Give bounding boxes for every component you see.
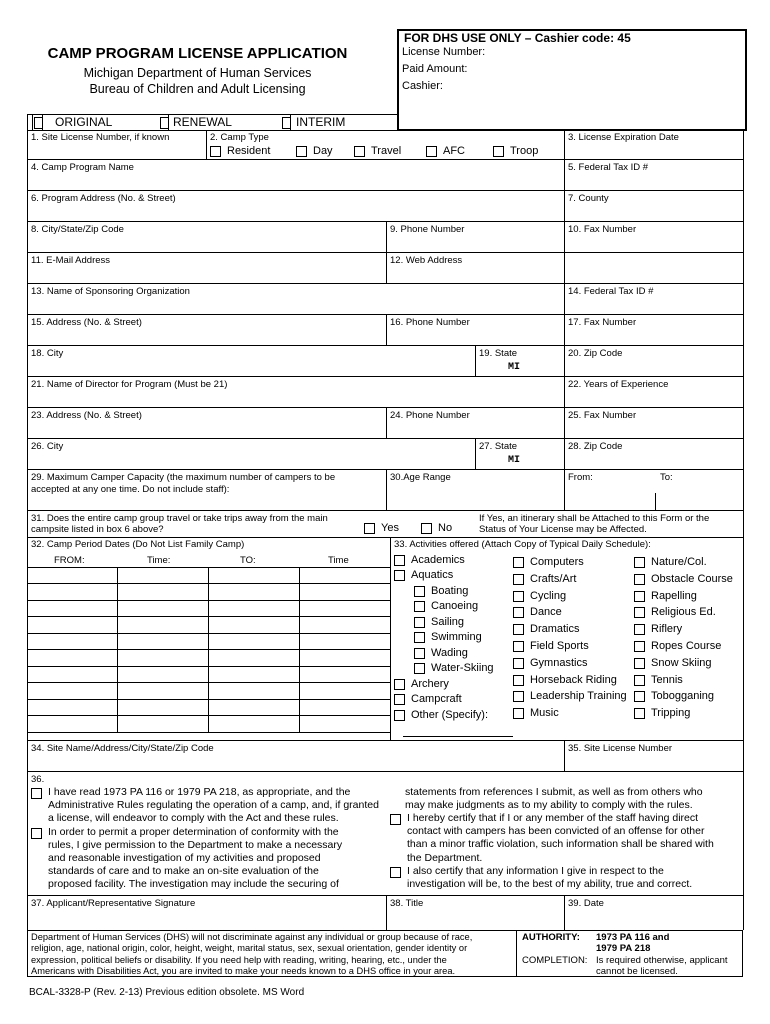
activity-canoeing[interactable] <box>414 600 478 613</box>
checkbox[interactable] <box>394 555 405 566</box>
authority-label: AUTHORITY: <box>522 932 580 943</box>
field-21-label: 21. Name of Director for Program (Must be 21) <box>31 379 228 390</box>
activity-campcraft[interactable] <box>394 693 462 706</box>
checkbox[interactable] <box>513 624 524 635</box>
option-label: Obstacle Course <box>651 573 733 585</box>
checkbox[interactable] <box>634 624 645 635</box>
field-2-label: 2. Camp Type <box>210 132 269 143</box>
field-13-label: 13. Name of Sponsoring Organization <box>31 286 190 297</box>
option-label: Swimming <box>431 631 482 643</box>
field-8-label: 8. City/State/Zip Code <box>31 224 124 235</box>
activity-leadership-training[interactable] <box>513 690 627 703</box>
option-label: Water-Skiing <box>431 662 494 674</box>
field-5-label: 5. Federal Tax ID # <box>568 162 649 173</box>
field-36-label: 36. <box>31 774 45 785</box>
activity-music[interactable] <box>513 707 559 720</box>
option-label: Nature/Col. <box>651 556 707 568</box>
option-label: Cycling <box>530 590 567 602</box>
checkbox[interactable] <box>513 607 524 618</box>
checkbox[interactable] <box>426 146 437 157</box>
field-1-label: 1. Site License Number, if known <box>31 132 170 143</box>
field-11-label: 11. E-Mail Address <box>31 255 111 266</box>
option-label: Yes <box>381 522 399 534</box>
checkbox[interactable] <box>513 641 524 652</box>
field-30-from: From: <box>568 472 593 483</box>
checkbox[interactable] <box>210 146 221 157</box>
other-specify-line[interactable] <box>403 736 513 737</box>
option-label: Field Sports <box>530 640 589 652</box>
statement-line: statements from references I submit, as well as from others who <box>405 786 703 798</box>
statement-4-checkbox[interactable] <box>390 867 401 878</box>
option-label: Computers <box>530 556 584 568</box>
nondiscrimination-statement <box>31 932 515 977</box>
field-10-label: 10. Fax Number <box>568 224 637 235</box>
option-label: Resident <box>227 145 271 157</box>
activity-field-sports[interactable] <box>513 640 589 653</box>
activity-archery[interactable] <box>394 678 449 691</box>
camp-type-troop[interactable] <box>493 145 538 158</box>
field-37-label: 37. Applicant/Representative Signature <box>31 898 196 909</box>
option-label: Academics <box>411 554 465 566</box>
completion-value-2: cannot be licensed. <box>596 966 678 977</box>
field-19-label: 19. State <box>479 348 518 359</box>
checkbox[interactable] <box>634 691 645 702</box>
paid-amount-label: Paid Amount: <box>402 63 468 75</box>
checkbox[interactable] <box>421 523 432 534</box>
camp-type-resident[interactable] <box>210 145 270 158</box>
option-label: Tripping <box>651 707 691 719</box>
statement-line: may make judgments as to my ability to comply with the rules. <box>405 799 693 812</box>
checkbox[interactable] <box>414 663 425 674</box>
field-31-note-line1: If Yes, an itinerary shall be Attached to this Form or the <box>479 513 710 524</box>
field-31-label-line1: 31. Does the entire camp group travel or take trips away from the main <box>31 513 328 524</box>
activity-tobogganing[interactable] <box>634 690 714 703</box>
activity-religious-ed[interactable] <box>634 606 716 619</box>
option-label: Religious Ed. <box>651 606 716 618</box>
option-label: No <box>438 522 453 534</box>
field-32-label: 32. Camp Period Dates (Do Not List Family Camp) <box>31 539 245 550</box>
activity-obstacle-course[interactable] <box>634 573 733 586</box>
cashier-label: Cashier: <box>402 80 443 92</box>
nondiscrimination-line: Department of Human Services (DHS) will not discriminate against any individual or group because of race, <box>31 932 473 942</box>
activity-computers[interactable] <box>513 556 584 569</box>
statement-line: investigation will be, to the best of my ability, true and correct. <box>407 878 693 891</box>
field-31-yes[interactable] <box>364 522 399 535</box>
checkbox[interactable] <box>634 557 645 568</box>
field-32-to: TO: <box>240 555 256 566</box>
checkbox-renewal[interactable] <box>160 117 169 129</box>
authority-value-2: 1979 PA 218 <box>596 943 651 954</box>
field-31-no[interactable] <box>421 522 452 535</box>
statement-line: and reasonable investigation of my activities and proposed <box>48 852 321 865</box>
activity-dance[interactable] <box>513 606 562 619</box>
checkbox[interactable] <box>414 632 425 643</box>
field-30-to: To: <box>660 472 673 483</box>
checkbox[interactable] <box>634 607 645 618</box>
field-32-time2: Time <box>328 555 349 566</box>
activity-cycling[interactable] <box>513 590 566 603</box>
field-38-label: 38. Title <box>390 898 424 909</box>
activity-tennis[interactable] <box>634 674 683 687</box>
statement-3-checkbox[interactable] <box>390 814 401 825</box>
completion-value-1: Is required otherwise, applicant <box>596 955 728 966</box>
field-22-label: 22. Years of Experience <box>568 379 669 390</box>
authority-value-1: 1973 PA 116 and <box>596 932 670 943</box>
app-type-renewal: RENEWAL <box>173 115 232 129</box>
checkbox[interactable] <box>634 658 645 669</box>
app-type-original: ORIGINAL <box>55 115 113 129</box>
checkbox[interactable] <box>394 570 405 581</box>
checkbox[interactable] <box>634 591 645 602</box>
bureau-name: Bureau of Children and Adult Licensing <box>89 82 306 96</box>
activity-other[interactable] <box>394 709 488 722</box>
field-6-label: 6. Program Address (No. & Street) <box>31 193 176 204</box>
option-label: Dramatics <box>530 623 580 635</box>
form-id: BCAL-3328-P (Rev. 2-13) Previous edition obsolete. MS Word <box>29 987 305 998</box>
field-39-label: 39. Date <box>568 898 604 909</box>
checkbox[interactable] <box>634 675 645 686</box>
field-29-label-line2: accepted at any one time. Do not include staff): <box>31 484 230 495</box>
field-34-label: 34. Site Name/Address/City/State/Zip Code <box>31 743 214 754</box>
option-label: Day <box>313 145 333 157</box>
activity-riflery[interactable] <box>634 623 682 636</box>
department-name: Michigan Department of Human Services <box>83 66 312 80</box>
activity-rapelling[interactable] <box>634 590 697 603</box>
completion-label: COMPLETION: <box>522 955 588 966</box>
field-19-value: MI <box>508 362 521 373</box>
checkbox[interactable] <box>394 679 405 690</box>
checkbox[interactable] <box>513 574 524 585</box>
field-12-label: 12. Web Address <box>390 255 463 266</box>
nondiscrimination-line: Americans with Disabilities Act, you are invited to make your needs known to a DHS office in your area. <box>31 965 456 976</box>
statement-line: I hereby certify that if I or any member of the staff having direct <box>407 812 699 824</box>
checkbox[interactable] <box>634 574 645 585</box>
option-label: Travel <box>371 145 402 157</box>
activity-sailing[interactable] <box>414 616 464 629</box>
checkbox[interactable] <box>513 708 524 719</box>
option-label: Troop <box>510 145 539 157</box>
option-label: Riflery <box>651 623 683 635</box>
statement-line: than a minor traffic violation, such information shall be shared with <box>407 838 714 851</box>
statement-line: proposed facility. The investigation may include the securing of <box>48 878 339 891</box>
form-title: CAMP PROGRAM LICENSE APPLICATION <box>47 45 348 62</box>
option-label: Music <box>530 707 559 719</box>
checkbox[interactable] <box>513 675 524 686</box>
nondiscrimination-line: religion, age, national origin, color, height, weight, marital status, sex, sexual orientation, gender identity or <box>31 943 468 954</box>
field-18-label: 18. City <box>31 348 64 359</box>
nondiscrimination-line: expression, political beliefs or disability. If you need help with reading, writing, hearing, etc., under the <box>31 954 447 965</box>
activity-boating[interactable] <box>414 585 468 598</box>
option-label: Gymnastics <box>530 657 588 669</box>
activity-water-skiing[interactable] <box>414 662 494 675</box>
activity-aquatics[interactable] <box>394 569 453 582</box>
checkbox[interactable] <box>634 708 645 719</box>
field-4-label: 4. Camp Program Name <box>31 162 134 173</box>
field-3-label: 3. License Expiration Date <box>568 132 679 143</box>
checkbox[interactable] <box>513 557 524 568</box>
activity-gymnastics[interactable] <box>513 657 587 670</box>
option-label: Wading <box>431 647 468 659</box>
option-label: Dance <box>530 606 562 618</box>
statement-line: Administrative Rules regulating the operation of a camp, and, if granted <box>48 799 379 812</box>
option-label: AFC <box>443 145 465 157</box>
field-28-label: 28. Zip Code <box>568 441 623 452</box>
field-20-label: 20. Zip Code <box>568 348 623 359</box>
field-32-from: FROM: <box>54 555 85 566</box>
activity-crafts-art[interactable] <box>513 573 576 586</box>
option-label: Aquatics <box>411 569 454 581</box>
field-16-label: 16. Phone Number <box>390 317 470 328</box>
option-label: Tennis <box>651 674 683 686</box>
checkbox[interactable] <box>493 146 504 157</box>
statement-3 <box>390 812 740 891</box>
camp-type-travel[interactable] <box>354 145 401 158</box>
option-label: Horseback Riding <box>530 674 617 686</box>
field-23-label: 23. Address (No. & Street) <box>31 410 142 421</box>
option-label: Sailing <box>431 616 465 628</box>
option-label: Boating <box>431 585 469 597</box>
checkbox[interactable] <box>513 691 524 702</box>
statement-1-checkbox[interactable] <box>31 788 42 799</box>
statement-line: I also certify that any information I give in respect to the <box>407 864 664 877</box>
option-label: Rapelling <box>651 590 697 602</box>
field-32-time1: Time: <box>147 555 171 566</box>
checkbox[interactable] <box>394 710 405 721</box>
camp-period-table[interactable] <box>27 567 390 732</box>
activity-nature-col[interactable] <box>634 556 707 569</box>
option-label: Leadership Training <box>530 690 627 702</box>
statement-line: a license, will endeavor to comply with the Act and these rules. <box>48 812 339 825</box>
option-label: Crafts/Art <box>530 573 577 585</box>
dhs-box-title: FOR DHS USE ONLY – Cashier code: 45 <box>404 31 631 45</box>
field-27-label: 27. State <box>479 441 518 452</box>
field-33-label: 33. Activities offered (Attach Copy of Typical Daily Schedule): <box>394 539 651 550</box>
field-26-label: 26. City <box>31 441 64 452</box>
field-24-label: 24. Phone Number <box>390 410 470 421</box>
field-31-note-line2: Status of Your License may be Affected. <box>479 524 647 535</box>
field-17-label: 17. Fax Number <box>568 317 637 328</box>
option-label: Canoeing <box>431 600 479 612</box>
field-9-label: 9. Phone Number <box>390 224 465 235</box>
checkbox[interactable] <box>414 586 425 597</box>
field-29-label-line1: 29. Maximum Camper Capacity (the maximum number of campers to be <box>31 472 336 483</box>
option-label: Campcraft <box>411 693 462 705</box>
field-15-label: 15. Address (No. & Street) <box>31 317 142 328</box>
statement-1 <box>31 786 381 892</box>
activity-horseback-riding[interactable] <box>513 674 617 687</box>
statement-2-continued <box>405 786 740 812</box>
checkbox[interactable] <box>513 658 524 669</box>
activity-snow-skiing[interactable] <box>634 657 712 670</box>
checkbox-interim[interactable] <box>282 117 291 129</box>
activity-tripping[interactable] <box>634 707 690 720</box>
app-type-interim: INTERIM <box>296 115 346 129</box>
checkbox[interactable] <box>414 648 425 659</box>
checkbox-original[interactable] <box>34 117 43 129</box>
checkbox[interactable] <box>634 641 645 652</box>
activity-wading[interactable] <box>414 647 468 660</box>
checkbox[interactable] <box>394 694 405 705</box>
activity-swimming[interactable] <box>414 631 482 644</box>
option-label: Tobogganing <box>651 690 715 702</box>
field-35-label: 35. Site License Number <box>568 743 673 754</box>
activity-dramatics[interactable] <box>513 623 580 636</box>
option-label: Snow Skiing <box>651 657 712 669</box>
field-25-label: 25. Fax Number <box>568 410 637 421</box>
checkbox[interactable] <box>296 146 307 157</box>
statement-line: standards of care and to make an on-site evaluation of the <box>48 865 319 878</box>
option-label: Ropes Course <box>651 640 722 652</box>
checkbox[interactable] <box>354 146 365 157</box>
field-30-label: 30.Age Range <box>390 472 451 483</box>
activity-ropes-course[interactable] <box>634 640 721 653</box>
checkbox[interactable] <box>414 601 425 612</box>
option-label: Archery <box>411 678 449 690</box>
statement-line: I have read 1973 PA 116 or 1979 PA 218, as appropriate, and the <box>48 786 351 798</box>
statement-2-checkbox[interactable] <box>31 828 42 839</box>
checkbox[interactable] <box>414 617 425 628</box>
statement-line: contact with campers has been convicted of an offense for other <box>407 825 705 838</box>
statement-line: the Department. <box>407 851 483 864</box>
statement-line: rules, I give permission to the Department to make a necessary <box>48 838 343 851</box>
field-7-label: 7. County <box>568 193 609 204</box>
statement-line: In order to permit a proper determination of conformity with the <box>48 825 339 838</box>
checkbox[interactable] <box>513 591 524 602</box>
activity-academics[interactable] <box>394 554 465 567</box>
checkbox[interactable] <box>364 523 375 534</box>
camp-type-afc[interactable] <box>426 145 465 158</box>
license-number-label: License Number: <box>402 46 486 58</box>
field-27-value: MI <box>508 455 521 466</box>
field-14-label: 14. Federal Tax ID # <box>568 286 654 297</box>
option-label: Other (Specify): <box>411 709 489 721</box>
camp-type-day[interactable] <box>296 145 333 158</box>
field-31-label-line2: campsite listed in box 6 above? <box>31 524 164 535</box>
